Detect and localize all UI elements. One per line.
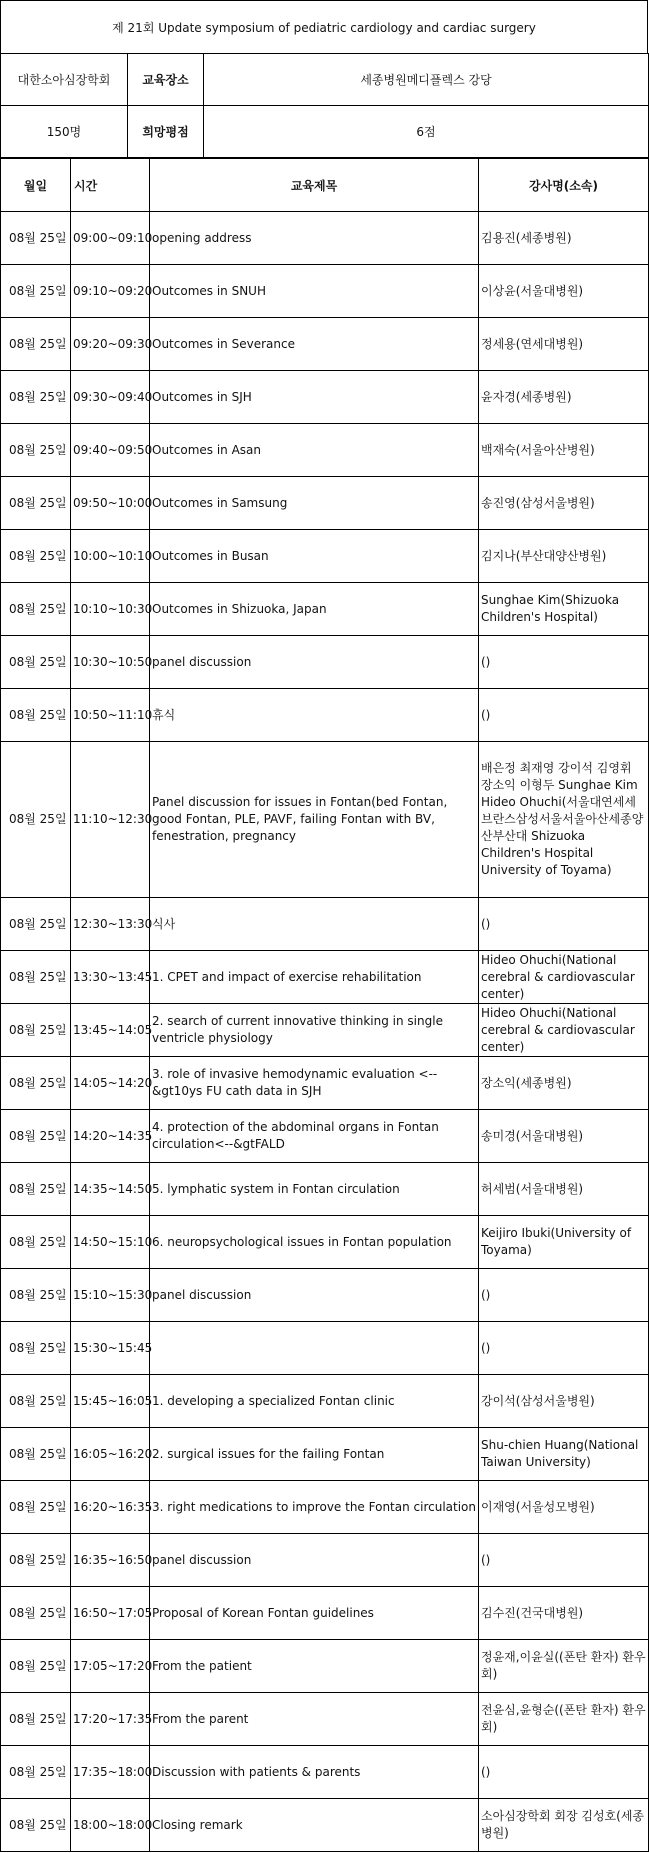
header-topic: 교육제목 <box>150 159 479 212</box>
row-date: 08월 25일 <box>1 212 71 265</box>
schedule-row <box>1 1163 649 1216</box>
schedule-row <box>1 477 649 530</box>
row-topic: 3. right medications to improve the Fontan circulation <box>150 1481 479 1534</box>
row-speaker: Shu-chien Huang(National Taiwan University) <box>479 1428 649 1481</box>
info-row-organizer <box>1 54 649 106</box>
row-topic: Outcomes in Busan <box>150 530 479 583</box>
row-speaker: 김용진(세종병원) <box>479 212 649 265</box>
row-date: 08월 25일 <box>1 583 71 636</box>
header-date: 월일 <box>1 159 71 212</box>
row-topic: Discussion with patients & parents <box>150 1746 479 1799</box>
organizer: 대한소아심장학회 <box>1 54 128 106</box>
row-time: 15:45~16:05 <box>71 1375 150 1428</box>
row-speaker: 소아심장학회 회장 김성호(세종병원) <box>479 1799 649 1852</box>
row-topic: 1. developing a specialized Fontan clinic <box>150 1375 479 1428</box>
row-topic: panel discussion <box>150 1269 479 1322</box>
schedule-row <box>1 689 649 742</box>
row-topic: From the parent <box>150 1693 479 1746</box>
info-table <box>0 53 649 158</box>
venue: 세종병원메디플렉스 강당 <box>204 54 649 106</box>
schedule-row <box>1 265 649 318</box>
row-date: 08월 25일 <box>1 1110 71 1163</box>
schedule-row <box>1 1746 649 1799</box>
row-topic: 휴식 <box>150 689 479 742</box>
row-time: 10:00~10:10 <box>71 530 150 583</box>
row-time: 13:30~13:45 <box>71 951 150 1004</box>
schedule-row <box>1 318 649 371</box>
row-speaker: () <box>479 898 649 951</box>
schedule-row <box>1 1481 649 1534</box>
info-row-attendees <box>1 106 649 158</box>
schedule-row <box>1 1110 649 1163</box>
points-label: 희망평점 <box>128 106 204 158</box>
row-speaker: () <box>479 636 649 689</box>
row-time: 16:50~17:05 <box>71 1587 150 1640</box>
row-date: 08월 25일 <box>1 689 71 742</box>
row-speaker: 김수진(건국대병원) <box>479 1587 649 1640</box>
row-topic: Panel discussion for issues in Fontan(bed Fontan, good Fontan, PLE, PAVF, failing Fontan with BV, fenestration, pregnancy <box>150 742 479 898</box>
row-speaker: 정윤재,이윤실((폰탄 환자) 환우회) <box>479 1640 649 1693</box>
row-time: 15:30~15:45 <box>71 1322 150 1375</box>
row-speaker: () <box>479 1322 649 1375</box>
row-speaker: 이상윤(서울대병원) <box>479 265 649 318</box>
row-topic: Outcomes in SJH <box>150 371 479 424</box>
row-speaker: () <box>479 1534 649 1587</box>
schedule-row <box>1 1057 649 1110</box>
row-speaker: 정세용(연세대병원) <box>479 318 649 371</box>
schedule-row <box>1 530 649 583</box>
row-speaker: 송진영(삼성서울병원) <box>479 477 649 530</box>
row-speaker: 배은정 최재영 강이석 김영휘 장소익 이형두 Sunghae Kim Hideo Ohuchi(서울대연세세브란스삼성서울서울아산세종양산부산대 Shizuoka Children's Hospital University of Toyama) <box>479 742 649 898</box>
row-time: 09:00~09:10 <box>71 212 150 265</box>
row-topic: 2. surgical issues for the failing Fontan <box>150 1428 479 1481</box>
row-date: 08월 25일 <box>1 1799 71 1852</box>
row-speaker: 허세범(서울대병원) <box>479 1163 649 1216</box>
schedule-body <box>1 212 649 1852</box>
row-topic: Proposal of Korean Fontan guidelines <box>150 1587 479 1640</box>
schedule-row <box>1 424 649 477</box>
schedule-table <box>0 158 649 1852</box>
row-time: 18:00~18:00 <box>71 1799 150 1852</box>
schedule-row <box>1 1269 649 1322</box>
row-speaker: 이재영(서울성모병원) <box>479 1481 649 1534</box>
row-date: 08월 25일 <box>1 1004 71 1057</box>
schedule-row <box>1 583 649 636</box>
row-speaker: () <box>479 1269 649 1322</box>
row-speaker: () <box>479 1746 649 1799</box>
row-date: 08월 25일 <box>1 424 71 477</box>
row-time: 10:50~11:10 <box>71 689 150 742</box>
row-topic: Closing remark <box>150 1799 479 1852</box>
row-date: 08월 25일 <box>1 371 71 424</box>
row-topic: 식사 <box>150 898 479 951</box>
document-title: 제 21회 Update symposium of pediatric cardiology and cardiac surgery <box>0 0 648 53</box>
row-time: 16:05~16:20 <box>71 1428 150 1481</box>
header-speaker: 강사명(소속) <box>479 159 649 212</box>
row-topic: opening address <box>150 212 479 265</box>
row-speaker: 김지나(부산대양산병원) <box>479 530 649 583</box>
row-date: 08월 25일 <box>1 1269 71 1322</box>
row-topic: From the patient <box>150 1640 479 1693</box>
row-time: 17:20~17:35 <box>71 1693 150 1746</box>
schedule-row <box>1 212 649 265</box>
row-topic: 1. CPET and impact of exercise rehabilitation <box>150 951 479 1004</box>
attendees: 150명 <box>1 106 128 158</box>
row-topic <box>150 1322 479 1375</box>
row-topic: Outcomes in Severance <box>150 318 479 371</box>
schedule-row <box>1 1693 649 1746</box>
row-topic: 5. lymphatic system in Fontan circulation <box>150 1163 479 1216</box>
row-date: 08월 25일 <box>1 1428 71 1481</box>
row-date: 08월 25일 <box>1 1693 71 1746</box>
row-time: 09:30~09:40 <box>71 371 150 424</box>
row-time: 17:35~18:00 <box>71 1746 150 1799</box>
schedule-row <box>1 636 649 689</box>
schedule-row <box>1 1375 649 1428</box>
row-topic: Outcomes in Samsung <box>150 477 479 530</box>
row-date: 08월 25일 <box>1 1057 71 1110</box>
row-speaker: 전윤심,윤형순((폰탄 환자) 환우회) <box>479 1693 649 1746</box>
schedule-row <box>1 1534 649 1587</box>
row-date: 08월 25일 <box>1 636 71 689</box>
row-time: 14:50~15:10 <box>71 1216 150 1269</box>
row-speaker: Hideo Ohuchi(National cerebral & cardiovascular center) <box>479 951 649 1004</box>
schedule-row <box>1 1216 649 1269</box>
row-date: 08월 25일 <box>1 318 71 371</box>
row-date: 08월 25일 <box>1 1587 71 1640</box>
row-time: 09:10~09:20 <box>71 265 150 318</box>
row-date: 08월 25일 <box>1 1216 71 1269</box>
schedule-row <box>1 1322 649 1375</box>
row-speaker: 윤자경(세종병원) <box>479 371 649 424</box>
row-time: 11:10~12:30 <box>71 742 150 898</box>
row-topic: Outcomes in SNUH <box>150 265 479 318</box>
row-date: 08월 25일 <box>1 951 71 1004</box>
row-time: 12:30~13:30 <box>71 898 150 951</box>
schedule-row <box>1 1640 649 1693</box>
row-time: 13:45~14:05 <box>71 1004 150 1057</box>
row-date: 08월 25일 <box>1 898 71 951</box>
row-time: 10:10~10:30 <box>71 583 150 636</box>
row-speaker: 강이석(삼성서울병원) <box>479 1375 649 1428</box>
row-time: 14:20~14:35 <box>71 1110 150 1163</box>
schedule-row <box>1 1428 649 1481</box>
points: 6점 <box>204 106 649 158</box>
row-date: 08월 25일 <box>1 1375 71 1428</box>
row-date: 08월 25일 <box>1 1746 71 1799</box>
schedule-row <box>1 898 649 951</box>
row-speaker: Keijiro Ibuki(University of Toyama) <box>479 1216 649 1269</box>
row-date: 08월 25일 <box>1 1163 71 1216</box>
row-date: 08월 25일 <box>1 530 71 583</box>
schedule-row <box>1 371 649 424</box>
row-date: 08월 25일 <box>1 1534 71 1587</box>
row-time: 10:30~10:50 <box>71 636 150 689</box>
row-time: 14:05~14:20 <box>71 1057 150 1110</box>
row-topic: Outcomes in Asan <box>150 424 479 477</box>
row-speaker: () <box>479 689 649 742</box>
header-time: 시간 <box>71 159 150 212</box>
row-speaker: Sunghae Kim(Shizuoka Children's Hospital) <box>479 583 649 636</box>
schedule-row <box>1 1004 649 1057</box>
row-date: 08월 25일 <box>1 1322 71 1375</box>
row-date: 08월 25일 <box>1 742 71 898</box>
row-time: 09:40~09:50 <box>71 424 150 477</box>
schedule-row <box>1 951 649 1004</box>
row-time: 14:35~14:50 <box>71 1163 150 1216</box>
row-date: 08월 25일 <box>1 1640 71 1693</box>
row-speaker: 장소익(세종병원) <box>479 1057 649 1110</box>
row-date: 08월 25일 <box>1 1481 71 1534</box>
row-date: 08월 25일 <box>1 265 71 318</box>
row-speaker: Hideo Ohuchi(National cerebral & cardiovascular center) <box>479 1004 649 1057</box>
schedule-row <box>1 1587 649 1640</box>
row-time: 09:50~10:00 <box>71 477 150 530</box>
row-topic: 2. search of current innovative thinking in single ventricle physiology <box>150 1004 479 1057</box>
row-date: 08월 25일 <box>1 477 71 530</box>
row-time: 17:05~17:20 <box>71 1640 150 1693</box>
row-topic: 6. neuropsychological issues in Fontan population <box>150 1216 479 1269</box>
row-speaker: 백재숙(서울아산병원) <box>479 424 649 477</box>
schedule-header-row <box>1 159 649 212</box>
row-speaker: 송미경(서울대병원) <box>479 1110 649 1163</box>
row-topic: Outcomes in Shizuoka, Japan <box>150 583 479 636</box>
row-topic: panel discussion <box>150 636 479 689</box>
schedule-row <box>1 742 649 898</box>
schedule-row <box>1 1799 649 1852</box>
row-topic: 4. protection of the abdominal organs in Fontan circulation<--&gtFALD <box>150 1110 479 1163</box>
venue-label: 교육장소 <box>128 54 204 106</box>
row-time: 16:35~16:50 <box>71 1534 150 1587</box>
row-topic: 3. role of invasive hemodynamic evaluation <--&gt10ys FU cath data in SJH <box>150 1057 479 1110</box>
row-time: 16:20~16:35 <box>71 1481 150 1534</box>
row-time: 15:10~15:30 <box>71 1269 150 1322</box>
row-topic: panel discussion <box>150 1534 479 1587</box>
row-time: 09:20~09:30 <box>71 318 150 371</box>
